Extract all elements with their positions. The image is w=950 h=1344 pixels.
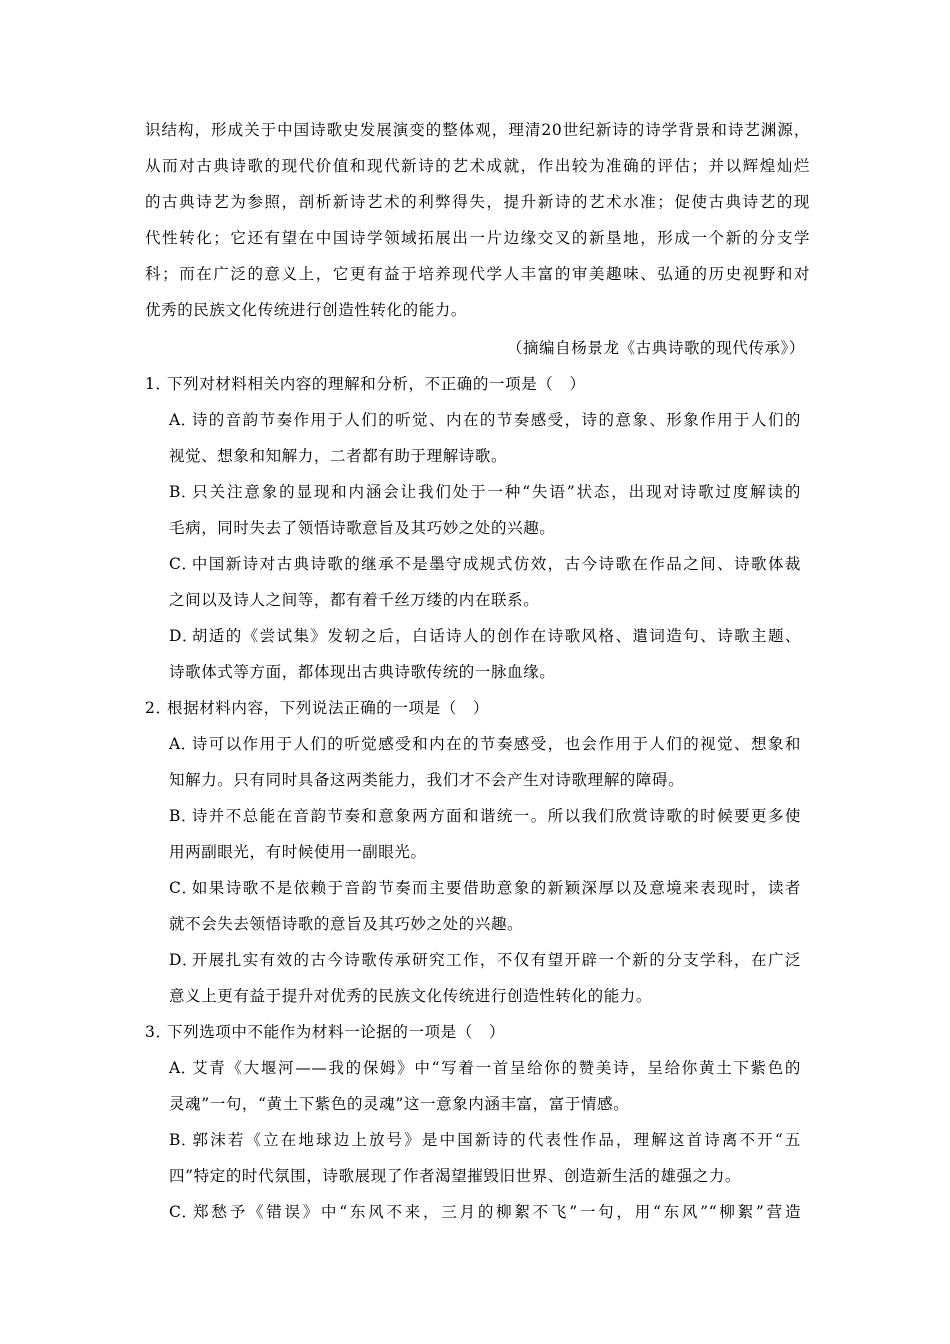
q2-option-d-line2: 意义上更有益于提升对优秀的民族文化传统进行创造性转化的能力。 — [169, 987, 653, 1005]
option-text: 开展扎实有效的古今诗歌传承研究工作，不仅有望开辟一个新的分支学科，在广泛 — [191, 951, 801, 969]
option-letter: C． — [169, 1203, 198, 1221]
q1-option-b-line1 — [169, 482, 801, 502]
q1-option-d-line2: 诗歌体式等方面，都体现出古典诗歌传统的一脉血缘。 — [169, 663, 556, 681]
q2-option-a-line2: 知解力。只有同时具备这两类能力，我们才不会产生对诗歌理解的障碍。 — [169, 771, 685, 789]
option-letter: A． — [169, 735, 197, 753]
q3-option-b-line2: 四”特定的时代氛围，诗歌展现了作者渴望摧毁旧世界、创造新生活的雄强之力。 — [169, 1167, 742, 1185]
question-text: 下列对材料相关内容的理解和分析，不正确的一项是（ ） — [167, 375, 586, 393]
q2-option-b-line2: 用两副眼光，有时候使用一副眼光。 — [169, 843, 427, 861]
passage-line: 优秀的民族文化传统进行创造性转化的能力。 — [145, 301, 468, 319]
option-letter: C． — [169, 555, 198, 573]
option-letter: C． — [169, 879, 198, 897]
option-text: 艾青《大堰河——我的保姆》中“写着一首呈给你的赞美诗，呈给你黄土下紫色的 — [191, 1059, 801, 1077]
option-letter: A． — [169, 1059, 197, 1077]
option-text: 只关注意象的显现和内涵会让我们处于一种“失语”状态，出现对诗歌过度解读的 — [191, 483, 801, 501]
q3-option-a-line1 — [169, 1058, 801, 1078]
option-letter: B． — [169, 807, 198, 825]
question-number: 3． — [145, 1023, 172, 1041]
passage-line: 科；而在广泛的意义上，它更有益于培养现代学人丰富的审美趣味、弘通的历史视野和对 — [145, 265, 810, 283]
q1-option-c-line1 — [169, 554, 801, 574]
passage-line: 从而对古典诗歌的现代价值和现代新诗的艺术成就，作出较为准确的评估；并以辉煌灿烂 — [145, 157, 810, 175]
passage-line: 代性转化；它还有望在中国诗学领域拓展出一片边缘交叉的新垦地，形成一个新的分支学 — [145, 229, 810, 247]
question-2-stem — [145, 698, 489, 718]
option-text: 诗并不总能在音韵节奏和意象两方面和谐统一。所以我们欣赏诗歌的时候要更多使 — [191, 807, 801, 825]
q2-option-c-line2: 就不会失去领悟诗歌的意旨及其巧妙之处的兴趣。 — [169, 915, 524, 933]
passage-citation: （摘编自杨景龙《古典诗歌的现代传承》） — [506, 339, 805, 357]
option-letter: B． — [169, 1131, 198, 1149]
option-text: 如果诗歌不是依赖于音韵节奏而主要借助意象的新颖深厚以及意境来表现时，读者 — [191, 879, 801, 897]
q3-option-c-line1 — [169, 1202, 801, 1222]
q2-option-b-line1 — [169, 806, 801, 826]
option-text: 胡适的《尝试集》发轫之后，白话诗人的创作在诗歌风格、遣词造句、诗歌主题、 — [191, 627, 801, 645]
q1-option-a-line2: 视觉、想象和知解力，二者都有助于理解诗歌。 — [169, 447, 508, 465]
passage-line: 识结构，形成关于中国诗歌史发展演变的整体观，理清20世纪新诗的诗学背景和诗艺渊源， — [145, 121, 810, 139]
option-text: 郭沫若《立在地球边上放号》是中国新诗的代表性作品，理解这首诗离不开“五 — [191, 1131, 801, 1149]
question-3-stem — [145, 1022, 505, 1042]
question-1-stem — [145, 374, 586, 394]
question-text: 根据材料内容，下列说法正确的一项是（ ） — [167, 699, 490, 717]
q1-option-b-line2: 毛病，同时失去了领悟诗歌意旨及其巧妙之处的兴趣。 — [169, 519, 556, 537]
q3-option-b-line1 — [169, 1130, 801, 1150]
option-letter: D． — [169, 951, 199, 969]
option-letter: A． — [169, 411, 197, 429]
q3-option-a-line2: 灵魂”一句，“黄土下紫色的灵魂”这一意象内涵丰富，富于情感。 — [169, 1095, 630, 1113]
q1-option-c-line2: 之间以及诗人之间等，都有着千丝万缕的内在联系。 — [169, 591, 540, 609]
q2-option-d-line1 — [169, 950, 801, 970]
question-number: 2． — [145, 699, 172, 717]
passage-line: 的古典诗艺为参照，剖析新诗艺术的利弊得失，提升新诗的艺术水准；促使古典诗艺的现 — [145, 193, 810, 211]
option-text: 郑愁予《错误》中“东风不来，三月的柳絮不飞”一句，用“东风”“柳絮”营造 — [191, 1203, 801, 1221]
q1-option-d-line1 — [169, 626, 801, 646]
q1-option-a-line1 — [169, 410, 801, 430]
question-text: 下列选项中不能作为材料一论据的一项是（ ） — [167, 1023, 506, 1041]
q2-option-c-line1 — [169, 878, 801, 898]
option-text: 中国新诗对古典诗歌的继承不是墨守成规式仿效，古今诗歌在作品之间、诗歌体裁 — [191, 555, 801, 573]
option-letter: D． — [169, 627, 199, 645]
question-number: 1． — [145, 375, 172, 393]
option-text: 诗的音韵节奏作用于人们的听觉、内在的节奏感受，诗的意象、形象作用于人们的 — [191, 411, 801, 429]
q2-option-a-line1 — [169, 734, 801, 754]
option-text: 诗可以作用于人们的听觉感受和内在的节奏感受，也会作用于人们的视觉、想象和 — [191, 735, 801, 753]
option-letter: B． — [169, 483, 198, 501]
